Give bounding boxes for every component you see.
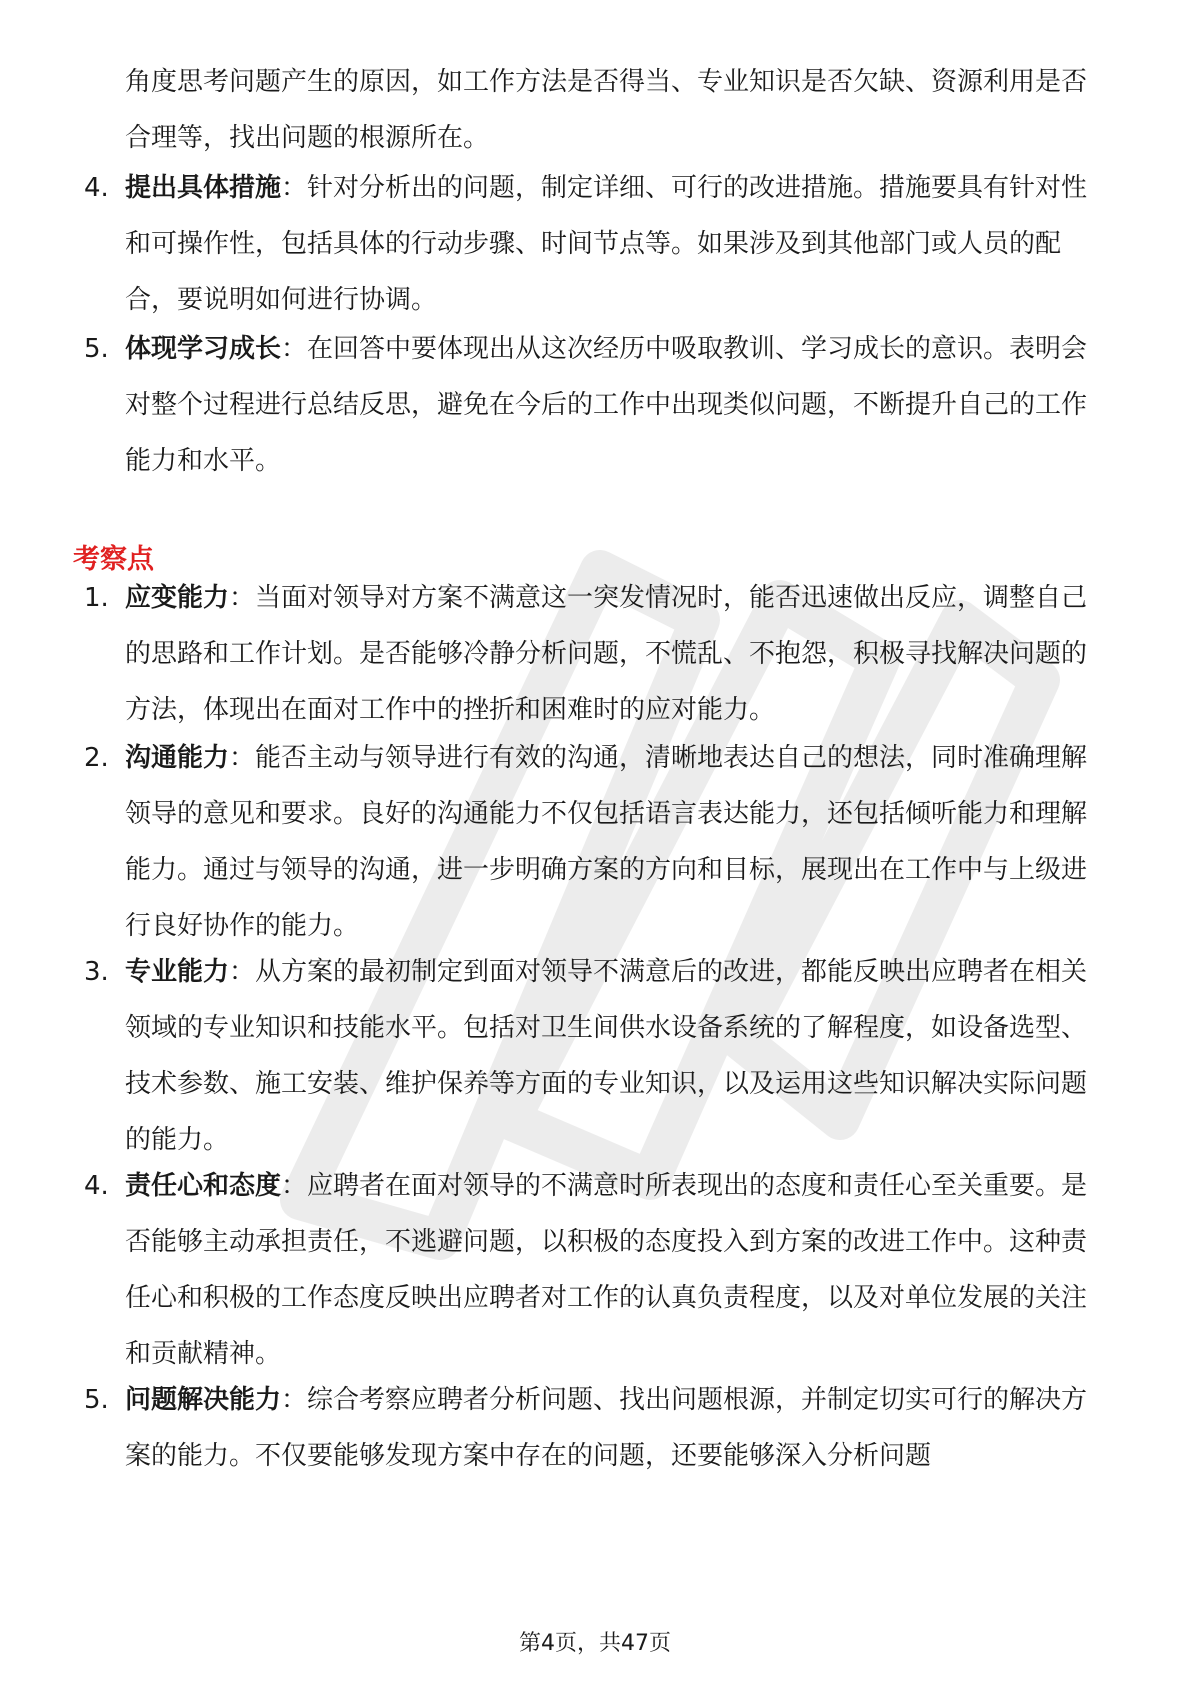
list-item-body [125, 570, 1110, 738]
list-item-body [125, 160, 1110, 328]
list-number: 5. [84, 334, 109, 364]
page-footer: 第4页，共47页 [519, 1631, 671, 1656]
list-number: 4. [84, 173, 109, 203]
list-item-body [125, 321, 1110, 489]
list-item-body [125, 944, 1110, 1168]
item-separator: ： [281, 173, 308, 203]
section-heading: 考察点 [73, 544, 154, 575]
list-number: 5. [84, 1385, 109, 1415]
list-number: 2. [84, 743, 109, 773]
item-term: 应变能力 [125, 583, 230, 613]
list-number: 3. [84, 957, 109, 987]
item-term: 责任心和态度 [125, 1171, 282, 1201]
item-term: 体现学习成长 [125, 334, 282, 364]
list-number: 4. [84, 1171, 109, 1201]
item-separator: ： [281, 334, 308, 364]
item-separator: ： [281, 1171, 308, 1201]
item-text: 当面对领导对方案不满意这一突发情况时，能否迅速做出反应，调整自己的思路和工作计划。是否能够冷静分析问题，不慌乱、不抱怨，积极寻找解决问题的方法，体现出在面对工作中的挫折和困难时的应对能力。 [125, 583, 1088, 725]
list-number: 1. [84, 583, 109, 613]
item-text: 在回答中要体现出从这次经历中吸取教训、学习成长的意识。表明会对整个过程进行总结反思，避免在今后的工作中出现类似问题，不断提升自己的工作能力和水平。 [125, 334, 1088, 476]
item-term: 问题解决能力 [125, 1385, 282, 1415]
item-separator: ： [229, 957, 256, 987]
list-item-body [125, 1158, 1110, 1382]
item-text: 能否主动与领导进行有效的沟通，清晰地表达自己的想法，同时准确理解领导的意见和要求。良好的沟通能力不仅包括语言表达能力，还包括倾听能力和理解能力。通过与领导的沟通，进一步明确方案的方向和目标，展现出在工作中与上级进行良好协作的能力。 [125, 743, 1088, 941]
item-text: 针对分析出的问题，制定详细、可行的改进措施。措施要具有针对性和可操作性，包括具体的行动步骤、时间节点等。如果涉及到其他部门或人员的配合，要说明如何进行协调。 [125, 173, 1088, 315]
item-text: 应聘者在面对领导的不满意时所表现出的态度和责任心至关重要。是否能够主动承担责任，不逃避问题，以积极的态度投入到方案的改进工作中。这种责任心和积极的工作态度反映出应聘者对工作的认真负责程度，以及对单位发展的关注和贡献精神。 [125, 1171, 1088, 1369]
list-item-body [125, 730, 1110, 954]
item-text: 综合考察应聘者分析问题、找出问题根源，并制定切实可行的解决方案的能力。不仅要能够发现方案中存在的问题，还要能够深入分析问题 [125, 1385, 1088, 1471]
item-separator: ： [281, 1385, 308, 1415]
item-term: 提出具体措施 [125, 173, 282, 203]
item-term: 专业能力 [125, 957, 230, 987]
item-separator: ： [229, 743, 256, 773]
intro-continuation: 角度思考问题产生的原因，如工作方法是否得当、专业知识是否欠缺、资源利用是否合理等，找出问题的根源所在。 [125, 67, 1088, 153]
item-text: 从方案的最初制定到面对领导不满意后的改进，都能反映出应聘者在相关领域的专业知识和技能水平。包括对卫生间供水设备系统的了解程度，如设备选型、技术参数、施工安装、维护保养等方面的专业知识，以及运用这些知识解决实际问题的能力。 [125, 957, 1088, 1155]
list-item-body [125, 1372, 1110, 1484]
item-separator: ： [229, 583, 256, 613]
item-term: 沟通能力 [125, 743, 230, 773]
